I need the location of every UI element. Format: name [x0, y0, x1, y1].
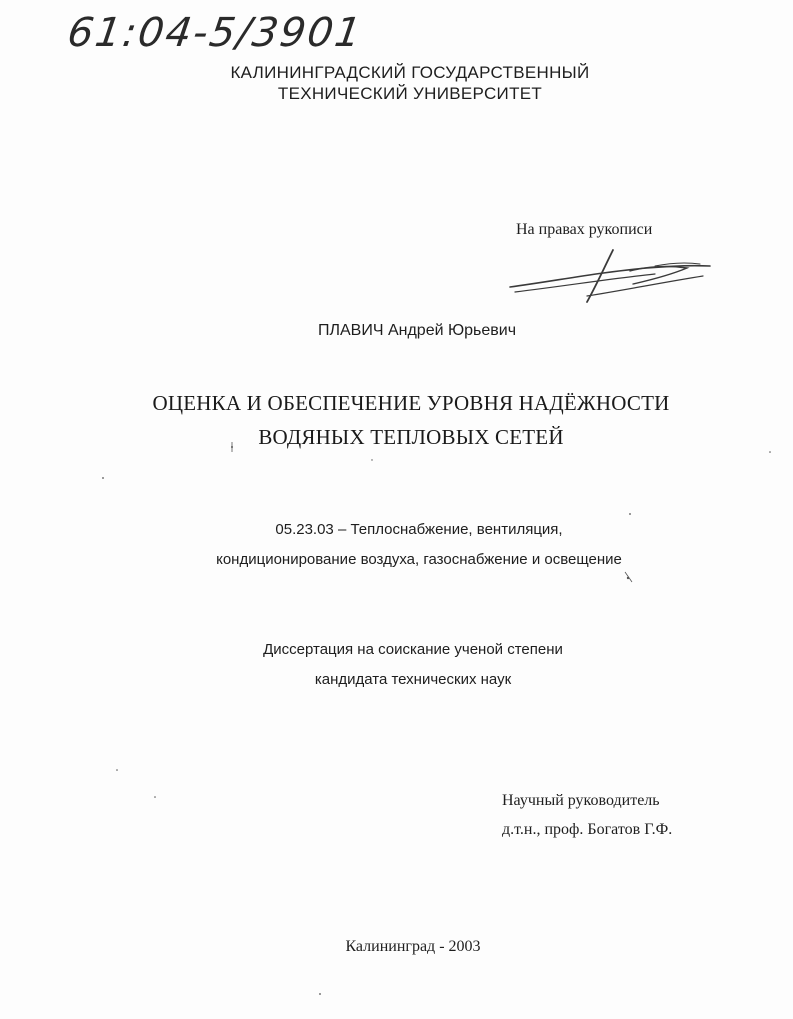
supervisor-block: [502, 786, 672, 844]
degree-block: [0, 635, 793, 695]
dissertation-title: [0, 386, 793, 454]
title-line-1: ОЦЕНКА И ОБЕСПЕЧЕНИЕ УРОВНЯ НАДЁЖНОСТИ: [152, 391, 670, 415]
signature-image: [505, 246, 720, 308]
university-line-2: ТЕХНИЧЕСКИЙ УНИВЕРСИТЕТ: [277, 84, 543, 103]
supervisor-line-1: Научный руководитель: [502, 792, 660, 809]
specialty-block: [0, 515, 793, 575]
author-name: ПЛАВИЧ Андрей Юрьевич: [318, 322, 517, 339]
university-header: [0, 62, 793, 104]
city-year: Калининград - 2003: [345, 938, 481, 955]
title-line-2: ВОДЯНЫХ ТЕПЛОВЫХ СЕТЕЙ: [258, 425, 564, 449]
archive-number-text: 61:04-5/3901: [64, 10, 366, 56]
degree-line-2: кандидата технических наук: [314, 671, 512, 688]
degree-line-1: Диссертация на соискание ученой степени: [263, 641, 563, 658]
supervisor-line-2: д.т.н., проф. Богатов Г.Ф.: [502, 821, 673, 838]
specialty-line-2: кондиционирование воздуха, газоснабжение и освещение: [216, 551, 622, 568]
university-line-1: КАЛИНИНГРАДСКИЙ ГОСУДАРСТВЕННЫЙ: [230, 63, 590, 82]
specialty-line-1: 05.23.03 – Теплоснабжение, вентиляция,: [275, 521, 563, 538]
manuscript-rights: На правах рукописи: [516, 221, 653, 238]
handwritten-archive-number: [60, 2, 430, 64]
